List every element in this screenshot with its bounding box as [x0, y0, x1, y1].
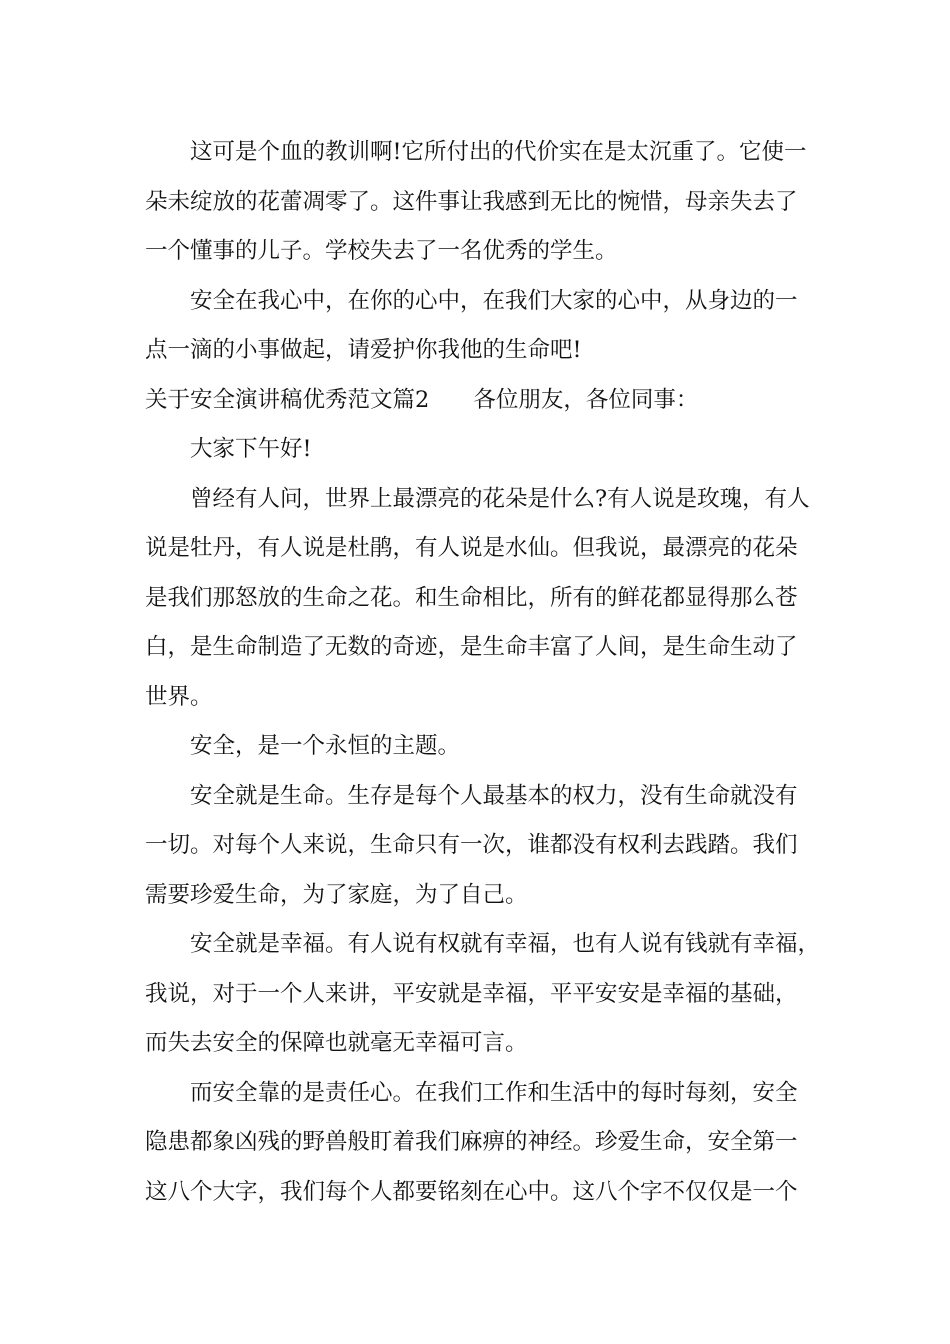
text-line: 安全，是一个永恒的主题。: [190, 733, 461, 759]
text-line: 是我们那怒放的生命之花。和生命相比，所有的鲜花都显得那么苍: [145, 584, 798, 611]
text-line: 曾经有人问，世界上最漂亮的花朵是什么?有人说是玫瑰，有人: [190, 485, 810, 512]
text-line: 而安全靠的是责任心。在我们工作和生活中的每时每刻，安全: [190, 1079, 798, 1106]
section-title: 关于安全演讲稿优秀范文篇2: [145, 386, 430, 413]
document-body: [145, 128, 835, 1217]
text-line: 朵未绽放的花蕾凋零了。这件事让我感到无比的惋惜，母亲失去了: [145, 188, 798, 215]
text-line: 需要珍爱生命，为了家庭，为了自己。: [145, 881, 528, 908]
paragraph: [145, 475, 835, 723]
text-line: 一切。对每个人来说，生命只有一次，谁都没有权利去践踏。我们: [145, 832, 798, 858]
paragraph: [145, 277, 835, 376]
text-line: 大家下午好!: [190, 436, 312, 462]
text-line: 安全就是生命。生存是每个人最基本的权力，没有生命就没有: [190, 782, 798, 809]
text-line: 我说，对于一个人来讲，平安就是幸福，平平安安是幸福的基础，: [145, 980, 798, 1007]
text-line: 点一滴的小事做起，请爱护你我他的生命吧!: [145, 337, 582, 363]
text-line: 说是牡丹，有人说是杜鹃，有人说是水仙。但我说，最漂亮的花朵: [145, 535, 798, 561]
text-line: 一个懂事的儿子。学校失去了一名优秀的学生。: [145, 238, 618, 264]
text-line: 而失去安全的保障也就毫无幸福可言。: [145, 1030, 528, 1056]
text-line: 世界。: [145, 683, 213, 710]
section-heading: [145, 376, 835, 426]
paragraph: [145, 425, 835, 475]
text-line: 白，是生命制造了无数的奇迹，是生命丰富了人间，是生命生动了: [145, 634, 798, 660]
text-line: 这八个大字，我们每个人都要铭刻在心中。这八个字不仅仅是一个: [145, 1178, 798, 1205]
text-line: 安全就是幸福。有人说有权就有幸福，也有人说有钱就有幸福，: [190, 931, 821, 957]
paragraph: [145, 1069, 835, 1218]
text-line: 这可是个血的教训啊!它所付出的代价实在是太沉重了。它使一: [190, 139, 807, 165]
paragraph: [145, 128, 835, 277]
paragraph: [145, 722, 835, 772]
paragraph: [145, 772, 835, 921]
salutation: 各位朋友，各位同事：: [473, 386, 699, 413]
paragraph: [145, 920, 835, 1069]
text-line: 隐患都象凶残的野兽般盯着我们麻痹的神经。珍爱生命，安全第一: [145, 1129, 798, 1155]
text-line: 安全在我心中，在你的心中，在我们大家的心中，从身边的一: [190, 287, 798, 314]
